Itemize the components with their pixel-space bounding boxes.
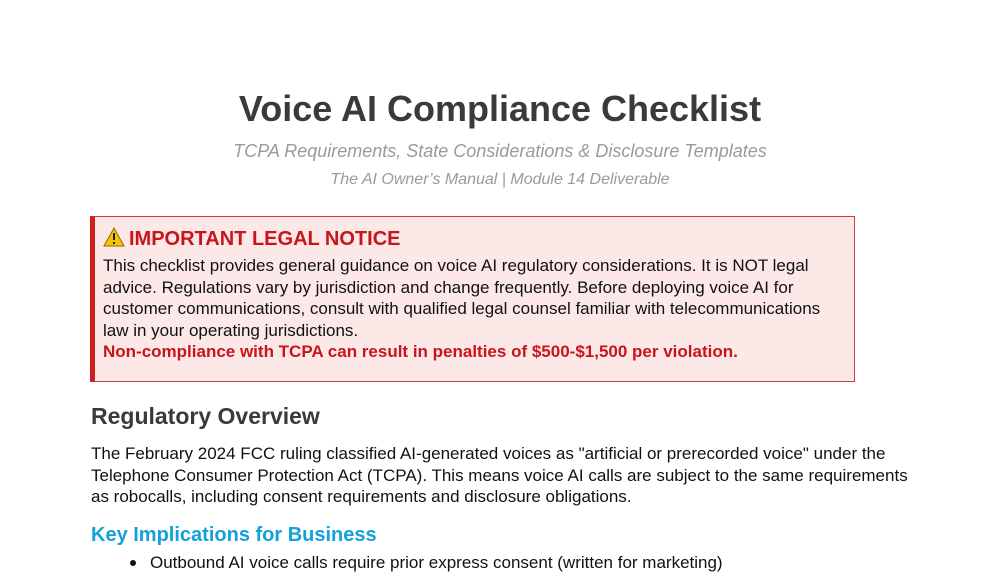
document-byline: The AI Owner’s Manual | Module 14 Deliverable — [330, 171, 670, 188]
legal-notice-penalty: Non-compliance with TCPA can result in penalties of $500-$1,500 per violation. — [103, 342, 738, 361]
legal-notice-heading: IMPORTANT LEGAL NOTICE — [129, 227, 401, 250]
warning-icon — [103, 227, 125, 247]
regulatory-overview-paragraph: The February 2024 FCC ruling classified AI-generated voices as "artificial or prerecorded voice" under the Telephone Consumer Protection Act (TCPA). This means voice AI calls are subject to the same requirements as robocalls, including consent requirements and disclosure obligations. — [91, 444, 908, 506]
regulatory-overview-heading: Regulatory Overview — [91, 403, 320, 429]
list-item — [130, 553, 723, 573]
legal-notice-body: This checklist provides general guidance on voice AI regulatory considerations. It is NOT legal advice. Regulations vary by jurisdiction and change frequently. Before deploying voice AI for customer communications, consult with qualified legal counsel familiar with telecommunications law in your operating jurisdictions. — [103, 256, 821, 340]
legal-notice-box — [90, 216, 855, 382]
legal-notice-header — [103, 225, 854, 253]
page-title: Voice AI Compliance Checklist — [238, 88, 762, 129]
list-item-text: Outbound AI voice calls require prior express consent (written for marketing) — [150, 553, 723, 572]
document-subtitle: TCPA Requirements, State Considerations & Disclosure Templates — [233, 141, 767, 161]
bullet-icon — [130, 560, 136, 566]
key-implications-heading: Key Implications for Business — [91, 524, 377, 546]
